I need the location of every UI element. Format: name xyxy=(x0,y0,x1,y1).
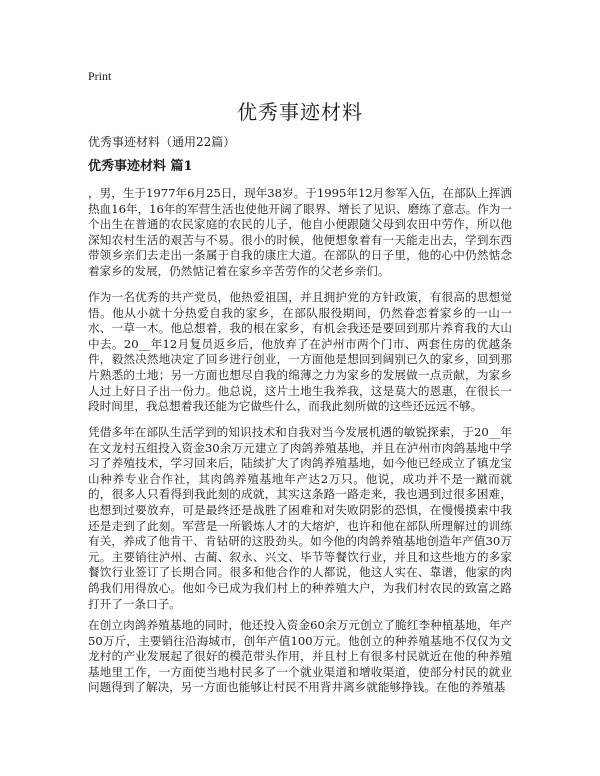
section-heading: 优秀事迹材料 篇1 xyxy=(88,159,193,174)
paragraph-1: ，男，生于1977年6月25日，现年38岁。于1995年12月参军入伍，在部队上挥洒热血16年，16年的军营生活也使他开阔了眼界、增长了见识、磨练了意志。作为一个出生在普通的农民家庭的农民的儿子，他自小便跟随父母到农田中劳作，所以他深知农村生活的艰苦与不易。很小的时候，他便想象着有一天能走出去，学到东西带领乡亲们去走出一条属于自我的康庄大道。在部队的日子里，他的心中仍然惦念着家乡的发展，仍然惦记着在家乡辛苦劳作的父老乡亲们。 xyxy=(88,186,512,278)
page-title: 优秀事迹材料 xyxy=(237,100,363,124)
print-label: Print xyxy=(88,69,112,83)
paragraph-2: 作为一名优秀的共产党员，他热爱祖国，并且拥护党的方针政策，有很高的思想觉悟。他从小就十分热爱自我的家乡，在部队服役期间，仍然眷恋着家乡的一山一水、一草一木。他总想着，我的根在家乡，有机会我还是要回到那片养育我的大山中去。20__年12月复员返乡后，他放弃了在泸州市两个门市、两套住房的优越条件，毅然决然地决定了回乡进行创业，一方面他是想回到阔别已久的家乡，回到那片熟悉的土地；另一方面也想尽自我的绵薄之力为家乡的发展做一点贡献，为家乡人过上好日子出一份力。他总说，这片土地生我养我，这是莫大的恩惠，在很长一段时间里，我总想着我还能为它做些什么，而我此刻所做的这些还远远不够。 xyxy=(88,290,512,414)
paragraph-4: 在创立肉鸽养殖基地的同时，他还投入资金60余万元创立了脆红李种植基地，年产50万斤，主要销往沿海城市，创年产值100万元。他创立的种养殖基地不仅仅为文龙村的产业发展起了很好的模范带头作用，并且村上有很多村民就近在他的种养殖基地里工作，一方面使当地村民多了一个就业渠道和增收渠道，使部分村民的就业问题得到了解决，另一方面也能够让村民不用背井离乡就能够挣钱。在他的养殖基 xyxy=(88,618,512,695)
paragraph-3: 凭借多年在部队生活学到的知识技术和自我对当今发展机遇的敏锐探索，于20__年在文龙村五组投入资金30余万元建立了肉鸽养殖基地，并且在泸州市肉鸽基地中学习了养殖技术，学习回来后，陆续扩大了肉鸽养殖基地，如今他已经成立了镇龙宝山种养专业合作社，其肉鸽养殖基地年产达2万只。他说，成功并不是一蹴而就的，很多人只看得到我此刻的成就，其实这条路一路走来，我也遇到过很多困难，也想到过要放弃，可是最终还是战胜了困难和对失败阴影的恐惧，在慢慢摸索中我还是走到了此刻。军营是一所锻炼人才的大熔炉，也许和他在部队所理解过的训练有关，养成了他肯干、肯钻研的这股劲头。如今他的肉鸽养殖基地创造年产值30万元。主要销往泸州、古蔺、叙永、兴文、毕节等餐饮行业，并且和这些地方的多家餐饮行业签订了长期合同。很多和他合作的人都说，他这人实在、靠谱，他家的肉鸽我们用得放心。他如今已成为我们村上的种养殖大户，为我们村农民的致富之路打开了一条口子。 xyxy=(88,425,512,611)
document-subtitle: 优秀事迹材料（通用22篇） xyxy=(88,135,236,149)
